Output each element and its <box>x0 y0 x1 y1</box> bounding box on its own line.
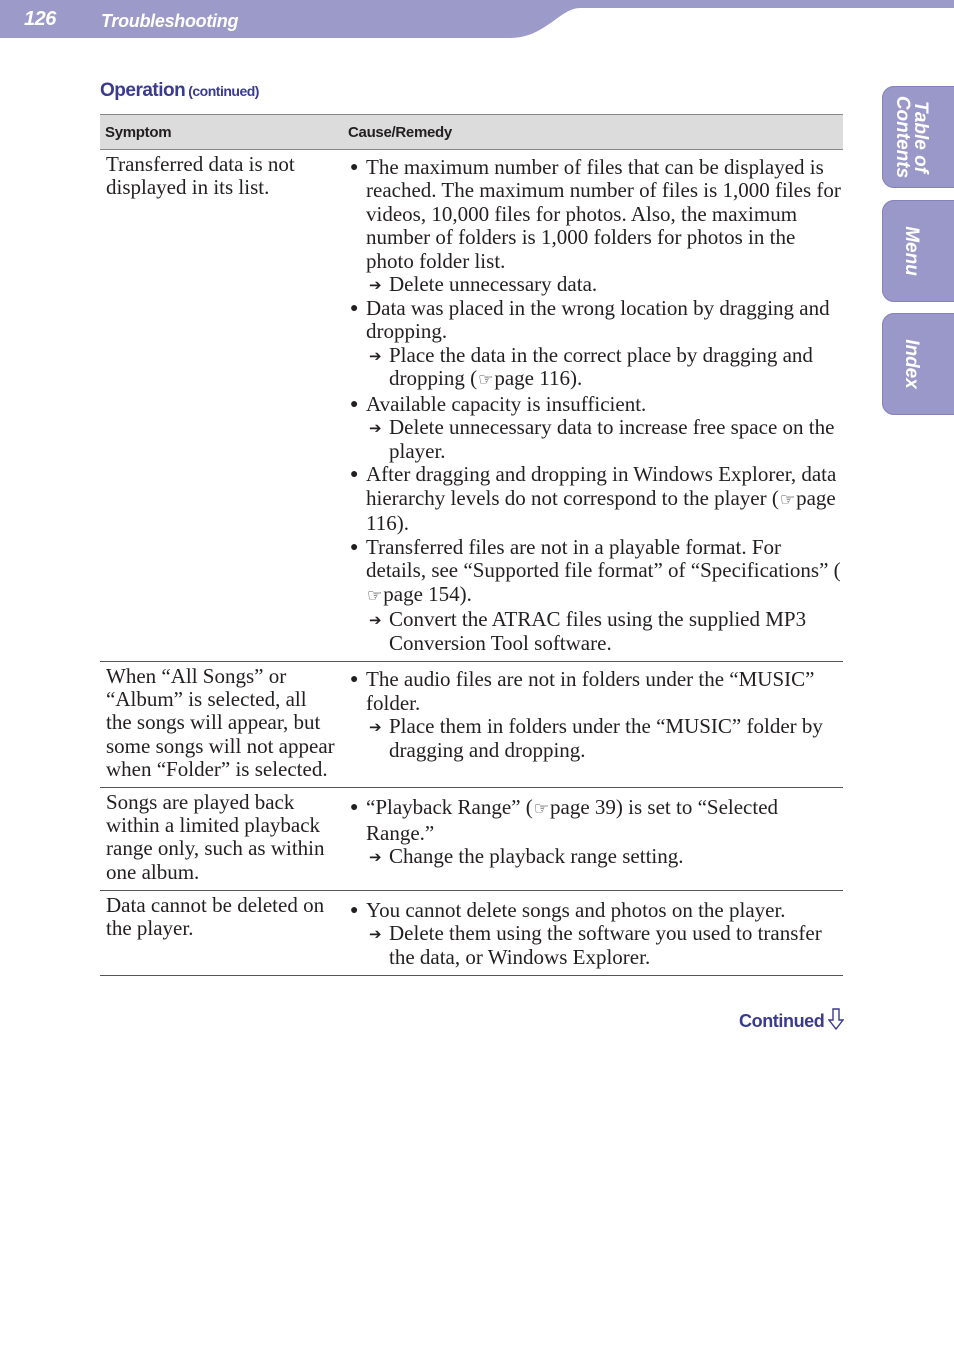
section-title <box>100 80 259 102</box>
page-reference-link[interactable]: page 154 <box>383 581 460 606</box>
table-header-row <box>100 115 843 150</box>
cause-item <box>350 536 841 609</box>
bullet-icon: ● <box>350 467 359 482</box>
column-header-symptom: Symptom <box>100 115 343 150</box>
page-reference-icon: ☞ <box>367 585 383 606</box>
cause-cell <box>343 149 843 662</box>
table-row <box>100 788 843 891</box>
table-row <box>100 890 843 976</box>
remedy-text: Change the playback range setting. <box>389 844 684 869</box>
page-reference-link[interactable]: page 116 <box>494 366 570 390</box>
page-number: 126 <box>24 8 56 30</box>
symptom-cell: Transferred data is not displayed in its list. <box>100 149 343 662</box>
symptom-cell: Songs are played back within a limited playback range only, such as within one album. <box>100 788 343 891</box>
remedy-text-end: ). <box>569 366 583 390</box>
section-title-text: Operation <box>100 80 186 101</box>
cause-item <box>350 796 841 845</box>
remedy-item <box>350 273 841 297</box>
bullet-icon: ● <box>350 159 359 175</box>
remedy-item <box>350 416 841 463</box>
bullet-icon: ● <box>350 396 359 412</box>
tab-menu[interactable] <box>882 200 954 302</box>
troubleshooting-table <box>100 114 843 976</box>
arrow-right-icon: ➔ <box>369 848 382 867</box>
symptom-cell: Data cannot be deleted on the player. <box>100 890 343 976</box>
remedy-item <box>350 715 841 762</box>
tab-index[interactable] <box>882 313 954 415</box>
continued-label: Continued <box>739 1011 825 1031</box>
cause-text-end: ). <box>459 581 472 606</box>
section-continued-label: (continued) <box>188 83 259 99</box>
tab-menu-label: Menu <box>901 226 922 276</box>
cause-item <box>350 393 841 417</box>
cause-cell <box>343 890 843 976</box>
page-reference-icon: ☞ <box>779 489 796 510</box>
page-header <box>0 0 954 42</box>
cause-cell <box>343 662 843 788</box>
cause-text: You cannot delete songs and photos on the player. <box>366 897 786 922</box>
cause-text: Transferred files are not in a playable format. For details, see “Supported file format” of “Specifications” ( <box>366 534 841 582</box>
bullet-icon: ● <box>350 539 359 555</box>
chapter-title: Troubleshooting <box>101 11 239 31</box>
page-reference-link[interactable]: page 39 <box>550 795 616 820</box>
bullet-icon: ● <box>350 300 359 316</box>
column-header-cause-remedy: Cause/Remedy <box>343 115 843 150</box>
page-reference-icon: ☞ <box>478 370 494 390</box>
cause-item <box>350 297 841 344</box>
page-reference-link[interactable]: page 116 <box>366 485 836 535</box>
remedy-text: Place them in folders under the “MUSIC” folder by dragging and dropping. <box>389 714 823 762</box>
remedy-item <box>350 922 841 969</box>
cause-text: Available capacity is insufficient. <box>366 391 647 416</box>
tab-index-label: Index <box>901 339 922 389</box>
remedy-text: Delete unnecessary data. <box>389 272 598 296</box>
cause-text: “Playback Range” ( <box>366 795 533 820</box>
remedy-text: Delete unnecessary data to increase free space on the player. <box>389 415 835 463</box>
bullet-icon: ● <box>350 902 359 918</box>
cause-cell <box>343 788 843 891</box>
continued-link[interactable] <box>739 1008 844 1032</box>
cause-item <box>350 668 841 715</box>
remedy-text: Delete them using the software you used to transfer the data, or Windows Explorer. <box>389 921 822 969</box>
arrow-down-icon <box>828 1008 844 1030</box>
remedy-item <box>350 845 841 869</box>
cause-item <box>350 899 841 923</box>
arrow-right-icon: ➔ <box>369 419 382 437</box>
table-row <box>100 662 843 788</box>
arrow-right-icon: ➔ <box>369 718 382 736</box>
remedy-text: Convert the ATRAC files using the supplied MP3 Conversion Tool software. <box>389 607 807 655</box>
bullet-icon: ● <box>350 672 359 687</box>
cause-text-end: ) is set to “Selected Range.” <box>366 795 779 845</box>
arrow-right-icon: ➔ <box>369 276 382 294</box>
cause-item <box>350 156 841 274</box>
symptom-cell: When “All Songs” or “Album” is selected, all the songs will appear, but some songs will not appear when “Folder” is selected. <box>100 662 343 788</box>
cause-text: After dragging and dropping in Windows Explorer, data hierarchy levels do not correspond to the player ( <box>366 462 837 510</box>
cause-item <box>350 463 841 536</box>
tab-table-of-contents[interactable] <box>882 86 954 188</box>
cause-text: The audio files are not in folders under the “MUSIC” folder. <box>366 667 815 715</box>
cause-text: The maximum number of files that can be displayed is reached. The maximum number of files is 1,000 files for videos, 10,000 files for photos. Also, the maximum number of folders is 1,000 folders for photos in the photo folder list. <box>366 154 841 273</box>
bullet-icon: ● <box>350 800 359 816</box>
arrow-right-icon: ➔ <box>369 611 382 629</box>
arrow-right-icon: ➔ <box>369 925 382 944</box>
page-reference-icon: ☞ <box>533 799 550 820</box>
cause-text: Data was placed in the wrong location by dragging and dropping. <box>366 295 830 343</box>
remedy-text: Place the data in the correct place by dragging and dropping ( <box>389 342 813 390</box>
tab-table-of-contents-label: Table of Contents <box>892 95 931 179</box>
cause-text-end: ). <box>396 511 409 535</box>
table-row <box>100 149 843 662</box>
arrow-right-icon: ➔ <box>369 346 382 365</box>
remedy-item <box>350 344 841 393</box>
remedy-item <box>350 608 841 655</box>
